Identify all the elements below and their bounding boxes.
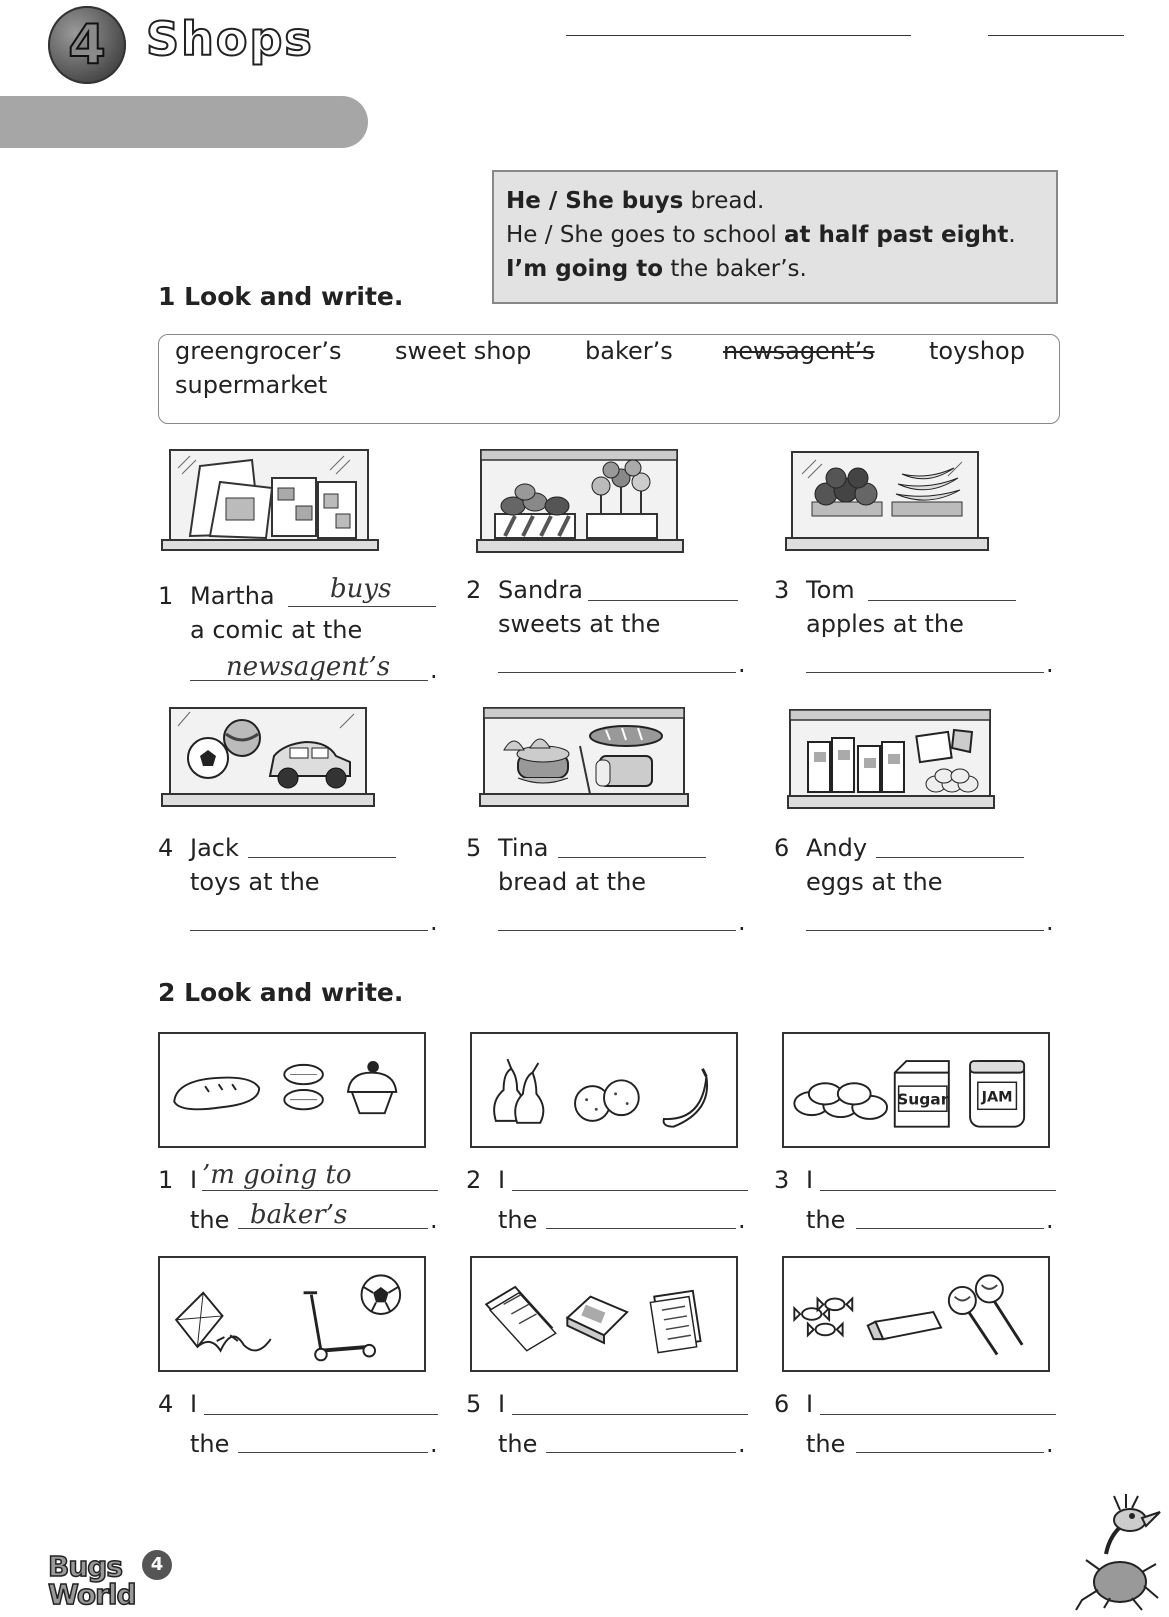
supermarket-items-box xyxy=(782,1032,1050,1148)
grammar-text: . xyxy=(1008,222,1016,248)
item-pronoun: I xyxy=(806,1166,814,1194)
answer-blank[interactable] xyxy=(546,1228,736,1229)
period: . xyxy=(430,656,438,684)
grammar-box xyxy=(492,170,1058,304)
item-number: 2 xyxy=(466,1166,482,1194)
word-newsagents-crossed: newsagent’s xyxy=(723,337,875,365)
period: . xyxy=(1046,650,1054,678)
logo-line-2: World xyxy=(48,1578,136,1611)
bakers-picture xyxy=(478,706,690,816)
answer-blank[interactable] xyxy=(248,857,396,858)
page-title: Shops xyxy=(146,12,314,66)
answer-blank[interactable] xyxy=(856,1452,1044,1453)
item-name: Tom xyxy=(806,576,855,604)
item-the: the xyxy=(190,1206,230,1234)
logo-line-1: Bugs xyxy=(48,1550,122,1583)
answer-blank[interactable] xyxy=(190,930,428,931)
baker-items-box xyxy=(158,1032,426,1148)
answer-blank[interactable] xyxy=(204,1414,438,1415)
answer-blank[interactable] xyxy=(806,672,1044,673)
section-bar xyxy=(0,96,368,148)
jam-label: JAM xyxy=(981,1089,1013,1106)
answer-blank[interactable] xyxy=(202,1190,438,1191)
answer-blank[interactable] xyxy=(820,1414,1056,1415)
greengrocer-picture xyxy=(782,450,992,558)
answer-blank[interactable] xyxy=(512,1414,748,1415)
answer-text: baker’s xyxy=(250,1200,348,1230)
item-line-2: apples at the xyxy=(806,610,964,638)
answer-blank[interactable] xyxy=(238,1228,428,1229)
item-number: 6 xyxy=(774,834,790,862)
word-box xyxy=(158,334,1060,424)
period: . xyxy=(738,908,746,936)
item-line-2: bread at the xyxy=(498,868,647,896)
item-number: 5 xyxy=(466,834,482,862)
grammar-line-2 xyxy=(506,218,1044,252)
answer-blank[interactable] xyxy=(868,600,1016,601)
name-line[interactable] xyxy=(566,35,911,36)
item-pronoun: I xyxy=(498,1166,506,1194)
item-pronoun: I xyxy=(498,1390,506,1418)
item-name: Martha xyxy=(190,582,275,610)
period: . xyxy=(1046,1206,1054,1234)
item-line-2: toys at the xyxy=(190,868,320,896)
answer-blank[interactable] xyxy=(288,606,436,607)
answer-text: newsagent’s xyxy=(226,652,391,682)
answer-blank[interactable] xyxy=(190,680,428,681)
item-name: Andy xyxy=(806,834,868,862)
period: . xyxy=(738,650,746,678)
period: . xyxy=(1046,908,1054,936)
answer-blank[interactable] xyxy=(856,1228,1044,1229)
item-number: 3 xyxy=(774,1166,790,1194)
grammar-text: bread. xyxy=(683,188,765,214)
grammar-bold: He / She buys xyxy=(506,188,684,214)
exercise-2-title: 2 Look and write. xyxy=(158,978,404,1007)
item-name: Tina xyxy=(498,834,549,862)
bug-mascot-icon xyxy=(1070,1494,1162,1612)
item-line-2: eggs at the xyxy=(806,868,943,896)
answer-blank[interactable] xyxy=(498,930,736,931)
period: . xyxy=(430,1206,438,1234)
word-toyshop: toyshop xyxy=(929,337,1025,365)
unit-number: 4 xyxy=(68,13,106,76)
date-line[interactable] xyxy=(988,35,1124,36)
grammar-line-1 xyxy=(506,184,1044,218)
item-number: 4 xyxy=(158,1390,174,1418)
item-name: Sandra xyxy=(498,576,583,604)
newsagent-items-box xyxy=(470,1256,738,1372)
item-the: the xyxy=(806,1206,846,1234)
word-bakers: baker’s xyxy=(585,337,673,365)
word-sweet-shop: sweet shop xyxy=(395,337,532,365)
answer-blank[interactable] xyxy=(558,857,706,858)
grammar-text: the baker’s. xyxy=(663,256,807,282)
item-pronoun: I xyxy=(806,1390,814,1418)
period: . xyxy=(738,1206,746,1234)
word-greengrocers: greengrocer’s xyxy=(175,337,342,365)
item-the: the xyxy=(498,1206,538,1234)
item-number: 5 xyxy=(466,1390,482,1418)
word-supermarket: supermarket xyxy=(175,371,328,399)
sugar-label: Sugar xyxy=(897,1090,949,1109)
answer-blank[interactable] xyxy=(498,672,736,673)
toy-items-box xyxy=(158,1256,426,1372)
item-number: 6 xyxy=(774,1390,790,1418)
item-line-2: sweets at the xyxy=(498,610,661,638)
logo-number-badge: 4 xyxy=(142,1550,172,1580)
exercise-1-title: 1 Look and write. xyxy=(158,282,404,311)
sweet-shop-picture xyxy=(475,448,685,558)
answer-text: ’m going to xyxy=(202,1160,352,1190)
item-pronoun: I xyxy=(190,1166,198,1194)
grammar-line-3 xyxy=(506,252,1044,286)
item-number: 3 xyxy=(774,576,790,604)
answer-text: buys xyxy=(330,574,392,604)
period: . xyxy=(430,908,438,936)
item-number: 2 xyxy=(466,576,482,604)
grammar-bold: I’m going to xyxy=(506,256,664,282)
item-the: the xyxy=(498,1430,538,1458)
answer-blank[interactable] xyxy=(588,600,738,601)
period: . xyxy=(430,1430,438,1458)
supermarket-picture xyxy=(786,708,996,818)
toyshop-picture xyxy=(160,706,378,816)
item-the: the xyxy=(806,1430,846,1458)
answer-blank[interactable] xyxy=(806,930,1044,931)
bugs-world-logo xyxy=(48,1550,188,1614)
item-pronoun: I xyxy=(190,1390,198,1418)
answer-blank[interactable] xyxy=(512,1190,748,1191)
answer-blank[interactable] xyxy=(546,1452,736,1453)
sweet-items-box xyxy=(782,1256,1050,1372)
answer-blank[interactable] xyxy=(820,1190,1056,1191)
answer-blank[interactable] xyxy=(238,1452,428,1453)
newsagent-picture xyxy=(160,448,380,558)
item-the: the xyxy=(190,1430,230,1458)
item-name: Jack xyxy=(190,834,239,862)
grammar-bold: at half past eight xyxy=(784,222,1009,248)
item-number: 4 xyxy=(158,834,174,862)
period: . xyxy=(738,1430,746,1458)
period: . xyxy=(1046,1430,1054,1458)
item-number: 1 xyxy=(158,1166,174,1194)
item-line-2: a comic at the xyxy=(190,616,363,644)
answer-blank[interactable] xyxy=(876,857,1024,858)
item-number: 1 xyxy=(158,582,174,610)
fruit-items-box xyxy=(470,1032,738,1148)
grammar-text: He / She goes to school xyxy=(506,222,785,248)
